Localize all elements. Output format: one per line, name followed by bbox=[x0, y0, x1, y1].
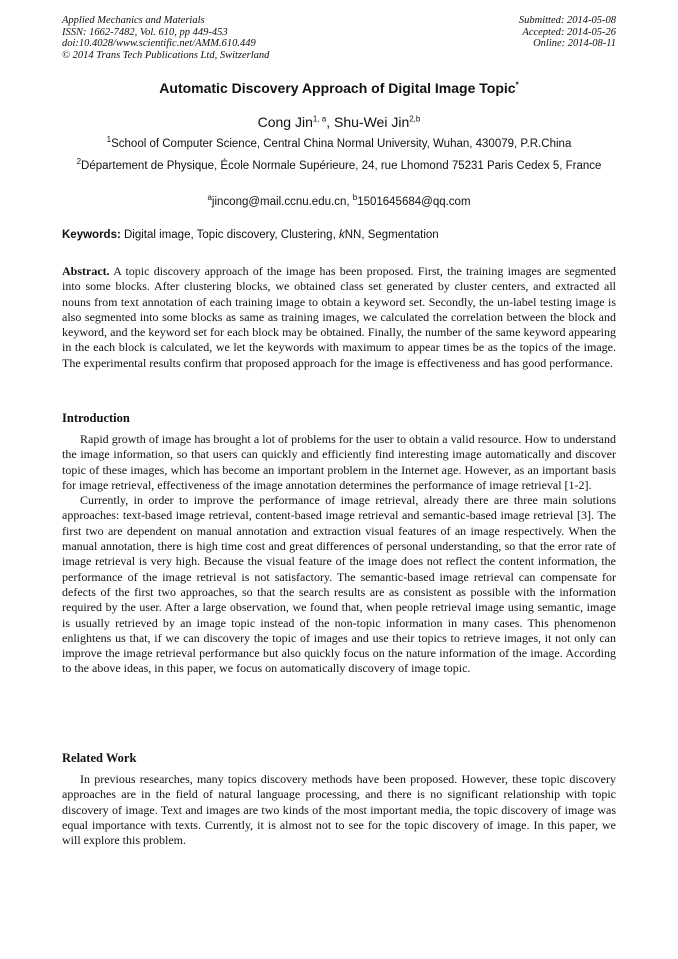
keywords-text-after: NN, Segmentation bbox=[344, 229, 439, 241]
email-a-mark: a bbox=[207, 193, 212, 203]
online-date: Online: 2014-08-11 bbox=[533, 38, 616, 49]
journal-name: Applied Mechanics and Materials bbox=[62, 15, 205, 26]
email-b-mark: b bbox=[352, 193, 358, 203]
affiliation-2-number: 2 bbox=[76, 157, 82, 167]
abstract bbox=[62, 264, 616, 371]
submitted-date: Submitted: 2014-05-08 bbox=[518, 15, 616, 26]
introduction-paragraph-1: Rapid growth of image has brought a lot of problems for the user to obtain a valid resource. How to understand the image information, so that users can quickly and efficiently find interesting image automatically and discover topic of these images, which has become an important problem in the Internet age. However, as an important basis for image retrieval, effectiveness of the image annotation determines the performance of image retrieval [1-2]. bbox=[62, 432, 616, 492]
author-1-marks: 1, a bbox=[312, 114, 327, 124]
keywords-text-before: Digital image, Topic discovery, Clustering, bbox=[120, 229, 339, 241]
related-work-heading: Related Work bbox=[62, 751, 137, 765]
abstract-text: A topic discovery approach of the image has been proposed. First, the training images are segmented into some blocks. After clustering blocks, we obtained class set generated by cluster centers, and extracted all nouns from text annotation of each training image to obtain a keyword set. Secondly, the un-label testing image is also segmented into some blocks as same as training images, we calculated the correlation between the block and keyword, and the keyword set for each block may be obtained. Finally, the number of the same keyword appearing in the each block is calculated, we let the keywords with maximum to appear times be as the topics of the image. The experimental results confirm that proposed approach for the image is effectiveness and has good performance. bbox=[62, 264, 616, 370]
author-list bbox=[0, 114, 678, 130]
author-2-marks: 2,b bbox=[409, 114, 421, 124]
author-2-name: Shu-Wei Jin bbox=[334, 114, 410, 130]
email-a: jincong@mail.ccnu.edu.cn, bbox=[211, 196, 353, 208]
journal-issn: ISSN: 1662-7482, Vol. 610, pp 449-453 bbox=[62, 26, 228, 38]
introduction-paragraph-2: Currently, in order to improve the performance of image retrieval, already there are three main solutions approaches: text-based image retrieval, content-based image retrieval and semantic-based image retrieval [3]. The first two are dependent on manual annotation and extraction visual features of an image respectively. When the manual annotation, there is high time cost and great differences of personal understanding, so that the error rate of image retrieval is very high. Because the visual feature of the image does not reflect the content information, the performance of the image retrieval is not satisfactory. The semantic-based image retrieval can compensate for defects of the first two approaches, so that the search results are as consistent as possible with the information required by the user. After a large observation, we found that, when people retrieval image using semantic, image is usually retrieved by an image topic instead of the non-topic information in many cases. This phenomenon enlightens us that, if we can discovery the topic of images and use their topics to retrieve images, it not only can improve the image retrieval performance but also quickly focus on the nature information of the image. According to the above ideas, in this paper, we focus on automatically discovery of image topic. bbox=[62, 493, 616, 676]
keywords-label: Keywords: bbox=[62, 229, 121, 241]
email-b: 1501645684@qq.com bbox=[357, 196, 471, 208]
accepted-date: Accepted: 2014-05-26 bbox=[522, 26, 616, 38]
introduction-body bbox=[62, 432, 616, 677]
introduction-heading: Introduction bbox=[62, 411, 130, 425]
affiliation-1-text: School of Computer Science, Central China Normal University, Wuhan, 430079, P.R.China bbox=[111, 138, 572, 150]
affiliation-1 bbox=[62, 137, 616, 152]
affiliation-1-number: 1 bbox=[106, 135, 112, 145]
author-separator: , bbox=[326, 114, 335, 130]
related-work-body bbox=[62, 772, 616, 848]
publication-dates bbox=[519, 15, 616, 50]
affiliation-2-text: Département de Physique, École Normale Supérieure, 24, rue Lhomond 75231 Paris Cedex 5, France bbox=[81, 160, 602, 172]
journal-info bbox=[62, 15, 269, 61]
author-emails bbox=[62, 195, 616, 210]
title-footnote-mark: * bbox=[515, 80, 519, 90]
keywords-italic-k: k bbox=[338, 229, 345, 241]
journal-copyright: © 2014 Trans Tech Publications Ltd, Switzerland bbox=[62, 49, 270, 61]
affiliation-2 bbox=[62, 159, 616, 174]
abstract-label: Abstract. bbox=[62, 264, 110, 278]
author-1-name: Cong Jin bbox=[257, 114, 313, 130]
journal-doi: doi:10.4028/www.scientific.net/AMM.610.449 bbox=[62, 38, 256, 49]
related-work-paragraph-1: In previous researches, many topics discovery methods have been proposed. However, these topic discovery approaches are in the field of natural language processing, and there is no significant relationship with topic discovery of image. Text and images are two kinds of the most important media, the topic discovery of image was equal importance with texts. Currently, it is almost not to see for the topic discovery of image. In this paper, we will explore this problem. bbox=[62, 772, 616, 848]
paper-title bbox=[0, 80, 678, 96]
paper-title-text: Automatic Discovery Approach of Digital Image Topic bbox=[159, 80, 516, 96]
keywords bbox=[62, 229, 622, 241]
